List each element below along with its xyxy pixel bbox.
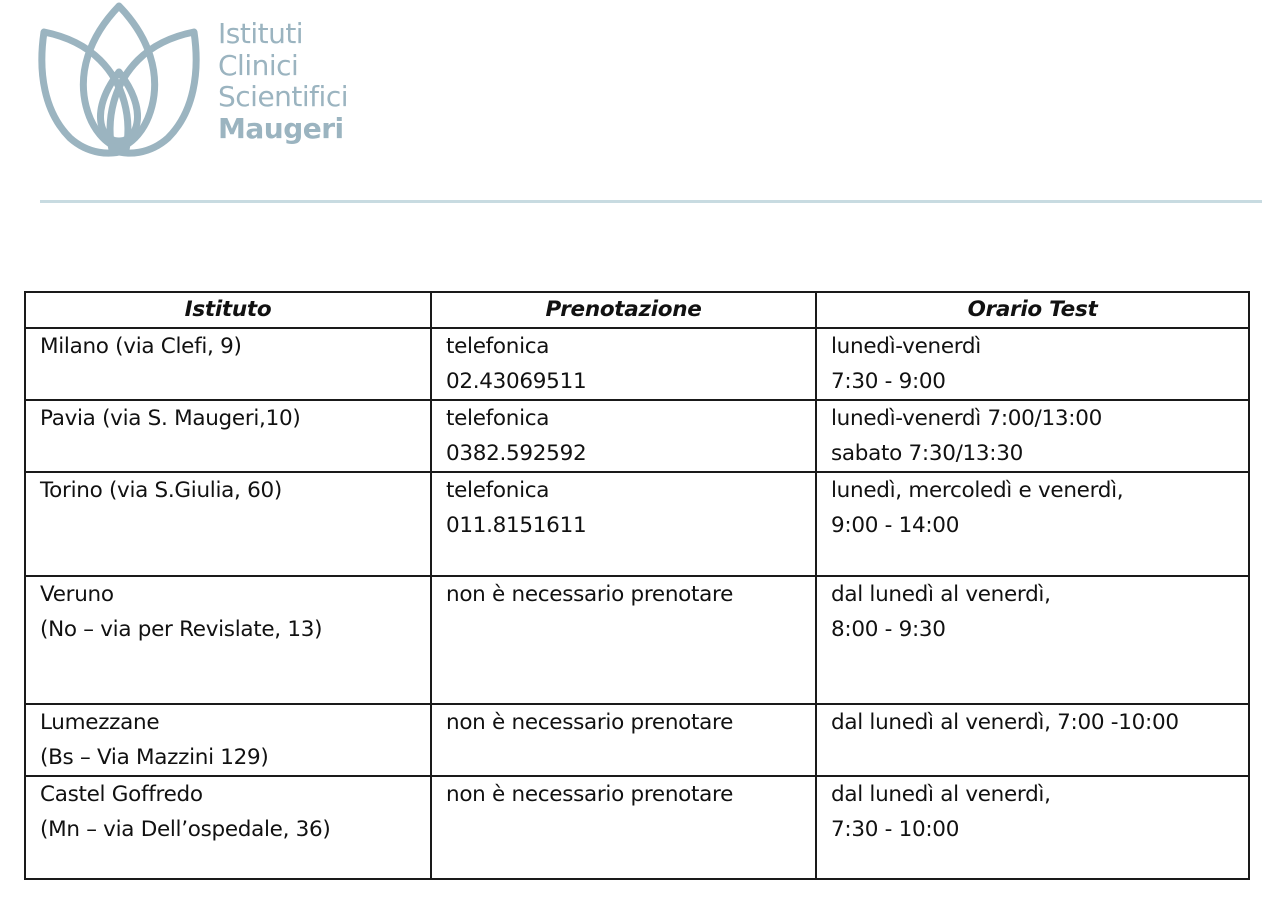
- cell-prenotazione: [431, 704, 816, 776]
- table-row: [25, 776, 1249, 879]
- cell-line: lunedì-venerdì: [831, 334, 981, 359]
- logo-line-2: Clinici: [218, 48, 299, 82]
- table-row: [25, 576, 1249, 704]
- cell-orario: [816, 472, 1249, 576]
- cell-istituto: [25, 704, 431, 776]
- cell-line: non è necessario prenotare: [446, 782, 734, 807]
- cell-line: telefonica: [446, 334, 550, 359]
- cell-line: non è necessario prenotare: [446, 582, 734, 607]
- cell-orario: [816, 704, 1249, 776]
- cell-line: Lumezzane: [40, 710, 160, 735]
- test-schedule-table: [24, 291, 1250, 880]
- cell-line: dal lunedì al venerdì,: [831, 782, 1051, 807]
- logo: [36, 2, 376, 162]
- cell-orario: [816, 328, 1249, 400]
- cell-line: sabato 7:30/13:30: [831, 441, 1024, 466]
- cell-line: lunedì, mercoledì e venerdì,: [831, 478, 1124, 503]
- cell-line: telefonica: [446, 478, 550, 503]
- cell-istituto: [25, 576, 431, 704]
- cell-prenotazione: [431, 576, 816, 704]
- cell-line: 7:30 - 9:00: [831, 369, 946, 394]
- header-divider: [40, 200, 1262, 203]
- cell-istituto: [25, 400, 431, 472]
- cell-prenotazione: [431, 328, 816, 400]
- cell-istituto: [25, 776, 431, 879]
- cell-prenotazione: [431, 472, 816, 576]
- cell-prenotazione: [431, 400, 816, 472]
- cell-line: Veruno: [40, 582, 114, 607]
- cell-prenotazione: [431, 776, 816, 879]
- cell-orario: [816, 576, 1249, 704]
- phone-number: 011.8151611: [446, 513, 587, 538]
- phone-number: 02.43069511: [446, 369, 587, 394]
- column-header-istituto: Istituto: [25, 292, 431, 328]
- cell-line: non è necessario prenotare: [446, 710, 734, 735]
- cell-line: (Bs – Via Mazzini 129): [40, 745, 269, 770]
- table-header-row: [25, 292, 1249, 328]
- cell-line: 8:00 - 9:30: [831, 617, 946, 642]
- column-header-prenotazione: Prenotazione: [431, 292, 816, 328]
- cell-line: Milano (via Clefi, 9): [40, 334, 242, 359]
- cell-line: dal lunedì al venerdì, 7:00 -10:00: [831, 710, 1179, 735]
- cell-line: (No – via per Revislate, 13): [40, 617, 323, 642]
- phone-number: 0382.592592: [446, 441, 587, 466]
- logo-line-1: Istituti: [218, 17, 304, 50]
- cell-line: Pavia (via S. Maugeri,10): [40, 406, 301, 431]
- lotus-flower-icon: [36, 2, 206, 162]
- cell-istituto: [25, 472, 431, 576]
- column-header-orario: Orario Test: [816, 292, 1249, 328]
- cell-line: 7:30 - 10:00: [831, 817, 960, 842]
- cell-line: telefonica: [446, 406, 550, 431]
- cell-orario: [816, 776, 1249, 879]
- table-row: [25, 400, 1249, 472]
- cell-orario: [816, 400, 1249, 472]
- table-row: [25, 472, 1249, 576]
- cell-line: dal lunedì al venerdì,: [831, 582, 1051, 607]
- logo-wordmark: [218, 18, 348, 144]
- logo-line-3: Scientifici: [218, 80, 348, 113]
- cell-line: Torino (via S.Giulia, 60): [40, 478, 282, 503]
- table-row: [25, 704, 1249, 776]
- table-row: [25, 328, 1249, 400]
- cell-istituto: [25, 328, 431, 400]
- cell-line: Castel Goffredo: [40, 782, 203, 807]
- cell-line: (Mn – via Dell’ospedale, 36): [40, 817, 331, 842]
- logo-line-4: Maugeri: [218, 111, 344, 145]
- cell-line: lunedì-venerdì 7:00/13:00: [831, 406, 1102, 431]
- cell-line: 9:00 - 14:00: [831, 513, 960, 538]
